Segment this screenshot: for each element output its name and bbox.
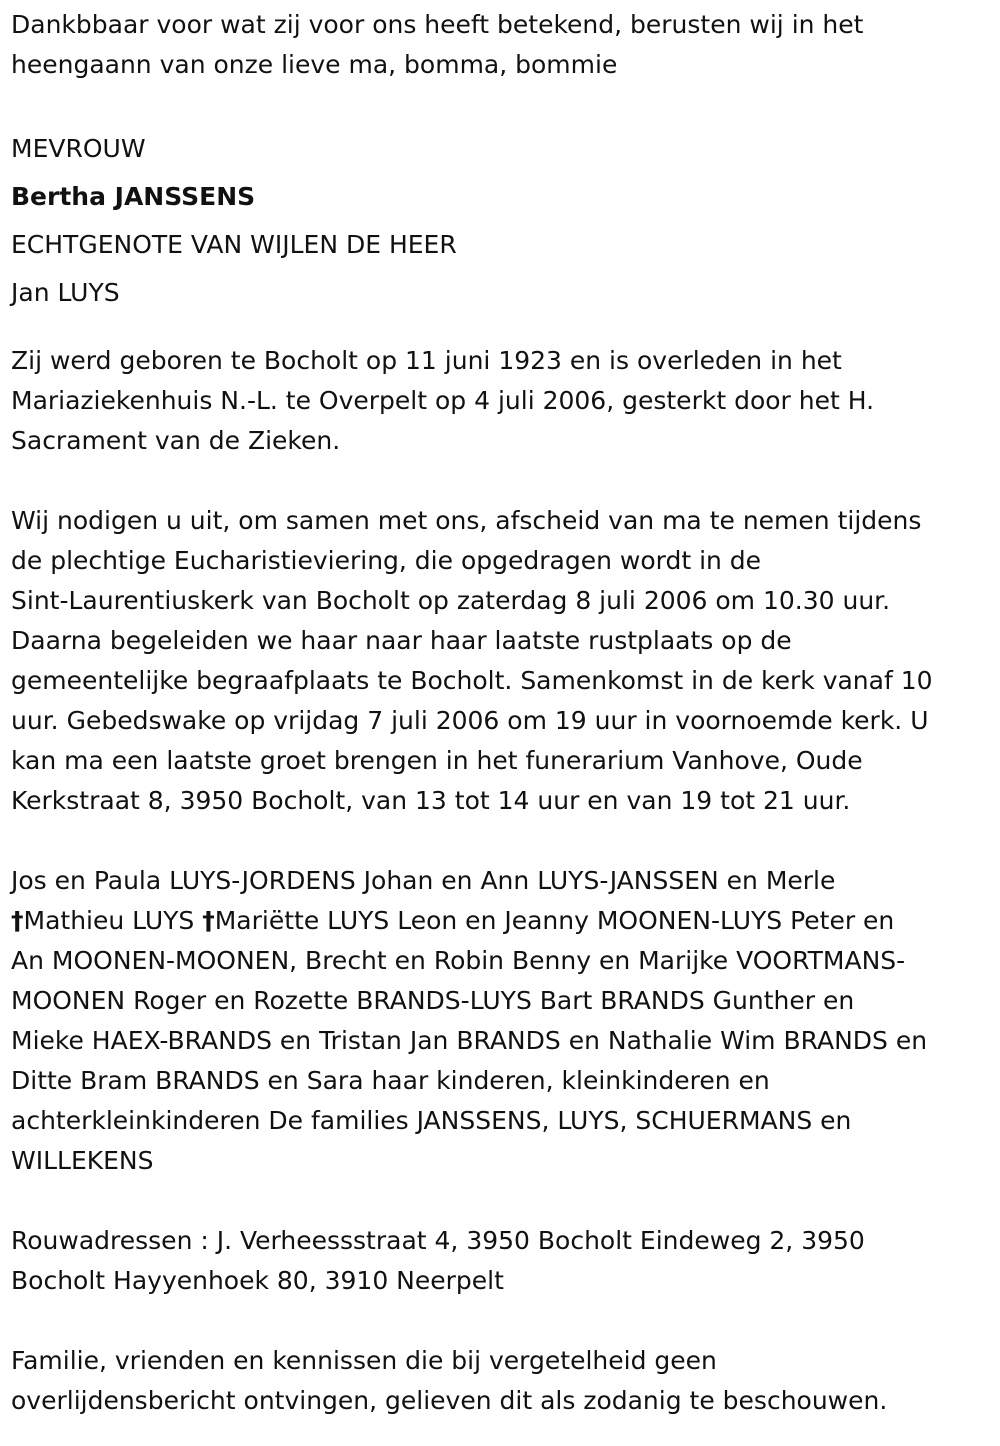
family-line-8: WILLEKENS bbox=[11, 1146, 154, 1175]
spacer bbox=[11, 85, 991, 125]
deceased-relation: ECHTGENOTE VAN WIJLEN DE HEER bbox=[11, 230, 457, 259]
ceremony-line-3: Sint-Laurentiuskerk van Bocholt op zaterdag 8 juli 2006 om 10.30 uur. bbox=[11, 586, 891, 615]
family-line-2-part-b: Mariëtte LUYS Leon en Jeanny MOONEN-LUYS Peter en bbox=[214, 906, 895, 935]
intro-line-1: Dankbbaar voor wat zij voor ons heeft betekend, berusten wij in het bbox=[11, 10, 864, 39]
intro-line-2: heengaann van onze lieve ma, bomma, bommie bbox=[11, 50, 618, 79]
family-line-2 bbox=[11, 901, 991, 941]
ceremony-paragraph bbox=[11, 501, 991, 821]
addresses-line-1: Rouwadressen : J. Verheessstraat 4, 3950 Bocholt Eindeweg 2, 3950 bbox=[11, 1226, 865, 1255]
intro-paragraph bbox=[11, 5, 991, 85]
deceased-block bbox=[11, 125, 991, 317]
ceremony-line-7: kan ma een laatste groet brengen in het funerarium Vanhove, Oude bbox=[11, 746, 863, 775]
spacer bbox=[11, 317, 991, 341]
deceased-title: MEVROUW bbox=[11, 134, 146, 163]
closing-paragraph bbox=[11, 1341, 991, 1421]
spacer bbox=[11, 461, 991, 501]
spacer bbox=[11, 1301, 991, 1341]
birth-death-paragraph bbox=[11, 341, 991, 461]
ceremony-line-6: uur. Gebedswake op vrijdag 7 juli 2006 om 19 uur in voornoemde kerk. U bbox=[11, 706, 929, 735]
deceased-name: Bertha JANSSENS bbox=[11, 182, 256, 211]
addresses-line-2: Bocholt Hayyenhoek 80, 3910 Neerpelt bbox=[11, 1266, 504, 1295]
family-line-4: MOONEN Roger en Rozette BRANDS-LUYS Bart BRANDS Gunther en bbox=[11, 986, 855, 1015]
ceremony-line-2: de plechtige Eucharistieviering, die opgedragen wordt in de bbox=[11, 546, 762, 575]
latin-cross-icon: † bbox=[11, 906, 24, 935]
birth-death-line-2: Mariaziekenhuis N.-L. te Overpelt op 4 juli 2006, gesterkt door het H. bbox=[11, 386, 875, 415]
birth-death-line-1: Zij werd geboren te Bocholt op 11 juni 1923 en is overleden in het bbox=[11, 346, 842, 375]
family-line-1: Jos en Paula LUYS-JORDENS Johan en Ann LUYS-JANSSEN en Merle bbox=[11, 866, 836, 895]
family-line-5: Mieke HAEX-BRANDS en Tristan Jan BRANDS en Nathalie Wim BRANDS en bbox=[11, 1026, 928, 1055]
addresses-paragraph bbox=[11, 1221, 991, 1301]
family-line-2-part-a: Mathieu LUYS bbox=[23, 906, 203, 935]
ceremony-line-5: gemeentelijke begraafplaats te Bocholt. Samenkomst in de kerk vanaf 10 bbox=[11, 666, 933, 695]
deceased-spouse: Jan LUYS bbox=[11, 278, 120, 307]
ceremony-line-1: Wij nodigen u uit, om samen met ons, afscheid van ma te nemen tijdens bbox=[11, 506, 922, 535]
family-line-7: achterkleinkinderen De families JANSSENS, LUYS, SCHUERMANS en bbox=[11, 1106, 852, 1135]
ceremony-line-4: Daarna begeleiden we haar naar haar laatste rustplaats op de bbox=[11, 626, 792, 655]
birth-death-line-3: Sacrament van de Zieken. bbox=[11, 426, 341, 455]
family-line-6: Ditte Bram BRANDS en Sara haar kinderen, kleinkinderen en bbox=[11, 1066, 770, 1095]
closing-line-1: Familie, vrienden en kennissen die bij vergetelheid geen bbox=[11, 1346, 717, 1375]
family-paragraph bbox=[11, 861, 991, 1181]
closing-line-2: overlijdensbericht ontvingen, gelieven dit als zodanig te beschouwen. bbox=[11, 1386, 888, 1415]
spacer bbox=[11, 821, 991, 861]
family-line-3: An MOONEN-MOONEN, Brecht en Robin Benny en Marijke VOORTMANS- bbox=[11, 946, 906, 975]
latin-cross-icon: † bbox=[202, 906, 215, 935]
spacer bbox=[11, 1181, 991, 1221]
ceremony-line-8: Kerkstraat 8, 3950 Bocholt, van 13 tot 14 uur en van 19 tot 21 uur. bbox=[11, 786, 851, 815]
